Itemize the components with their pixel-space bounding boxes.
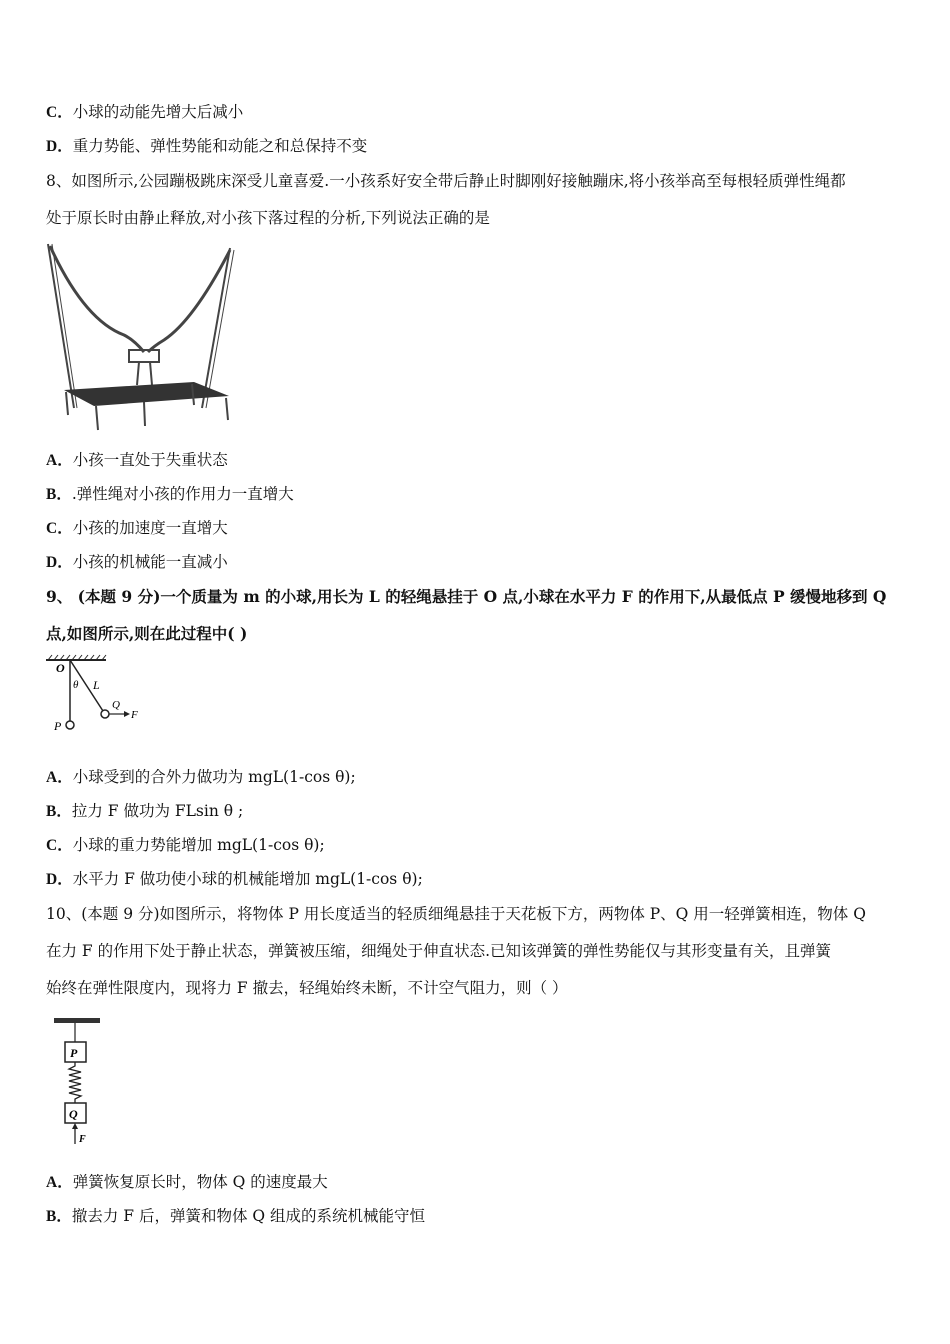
q10-option-a xyxy=(46,1172,328,1193)
q9-option-c xyxy=(46,835,325,856)
q8-option-d xyxy=(46,552,228,573)
option-letter: D． xyxy=(46,871,73,888)
option-letter: C． xyxy=(46,104,73,121)
label-q: Q xyxy=(69,1107,78,1121)
q8-option-c xyxy=(46,518,228,539)
option-letter: B． xyxy=(46,1208,72,1225)
ceiling xyxy=(54,1018,100,1023)
q10-stem-line1: 10、(本题 9 分)如图所示，将物体 P 用长度适当的轻质细绳悬挂于天花板下方，两物体 P、Q 用一轻弹簧相连，物体 Q xyxy=(46,905,866,923)
option-text: 重力势能、弹性势能和动能之和总保持不变 xyxy=(72,137,368,155)
option-text: 撤去力 F 后，弹簧和物体 Q 组成的系统机械能守恒 xyxy=(71,1207,426,1225)
q10-stem-line2: 在力 F 的作用下处于静止状态，弹簧被压缩，细绳处于伸直状态.已知该弹簧的弹性势能仅与其形变量有关，且弹簧 xyxy=(46,942,832,960)
option-letter: D． xyxy=(46,554,73,571)
q10-stem-line3: 始终在弹性限度内，现将力 F 撤去，轻绳始终未断，不计空气阻力，则（ ） xyxy=(46,979,568,997)
option-letter: D． xyxy=(46,138,73,155)
option-text: 小孩的加速度一直增大 xyxy=(72,519,228,537)
ball-q xyxy=(101,710,109,718)
option-text: 水平力 F 做功使小球的机械能增加 mgL(1-cos θ); xyxy=(72,870,423,888)
label-p: P xyxy=(70,1046,78,1060)
option-text: 小球的重力势能增加 mgL(1-cos θ); xyxy=(72,836,325,854)
q10-option-b xyxy=(46,1206,425,1227)
label-l: L xyxy=(93,678,100,692)
label-p: P xyxy=(54,719,62,733)
spring-figure xyxy=(48,1016,108,1148)
option-letter: B． xyxy=(46,803,72,820)
option-text: 小孩的机械能一直减小 xyxy=(72,553,228,571)
option-letter: B． xyxy=(46,486,72,503)
label-f: F xyxy=(79,1134,86,1145)
option-text: 弹簧恢复原长时，物体 Q 的速度最大 xyxy=(72,1173,328,1191)
label-theta: θ xyxy=(73,679,79,691)
option-letter: A． xyxy=(46,1174,73,1191)
spring xyxy=(69,1062,81,1103)
ball-p xyxy=(66,721,74,729)
left-rope xyxy=(50,246,144,352)
q8-stem-line2: 处于原长时由静止释放,对小孩下落过程的分析,下列说法正确的是 xyxy=(46,209,490,227)
option-text: 拉力 F 做功为 FLsin θ ; xyxy=(71,802,244,820)
q9-stem-line2: 点,如图所示,则在此过程中( ) xyxy=(46,624,248,643)
right-rope xyxy=(148,250,230,352)
q9-option-a xyxy=(46,767,356,788)
label-q: Q xyxy=(112,699,120,711)
q9-stem-line1: 9、 (本题 9 分)一个质量为 m 的小球,用长为 L 的轻绳悬挂于 O 点,小球在水平力 F 的作用下,从最低点 P 缓慢地移到 Q xyxy=(46,587,887,606)
option-letter: C． xyxy=(46,520,73,537)
q7-option-d xyxy=(46,136,367,157)
q8-option-a xyxy=(46,450,228,471)
q9-option-d xyxy=(46,869,423,890)
label-o: O xyxy=(56,661,65,675)
option-letter: C． xyxy=(46,837,73,854)
q8-stem-line1: 8、如图所示,公园蹦极跳床深受儿童喜爱.一小孩系好安全带后静止时脚刚好接触蹦床,将小孩举高至每根轻质弹性绳都 xyxy=(46,172,846,190)
option-text: 小球的动能先增大后减小 xyxy=(72,103,244,121)
right-pole xyxy=(202,248,230,408)
label-f: F xyxy=(131,709,138,721)
option-text: .弹性绳对小孩的作用力一直增大 xyxy=(71,485,294,503)
option-text: 小球受到的合外力做功为 mgL(1-cos θ); xyxy=(72,768,356,786)
q8-option-b xyxy=(46,484,294,505)
trampoline-figure xyxy=(44,240,244,440)
q9-option-b xyxy=(46,801,243,822)
option-text: 小孩一直处于失重状态 xyxy=(72,451,228,469)
option-letter: A． xyxy=(46,452,73,469)
trampoline-bed xyxy=(64,382,229,406)
q7-option-c xyxy=(46,102,243,123)
pendulum-figure xyxy=(44,650,154,738)
option-letter: A． xyxy=(46,769,73,786)
